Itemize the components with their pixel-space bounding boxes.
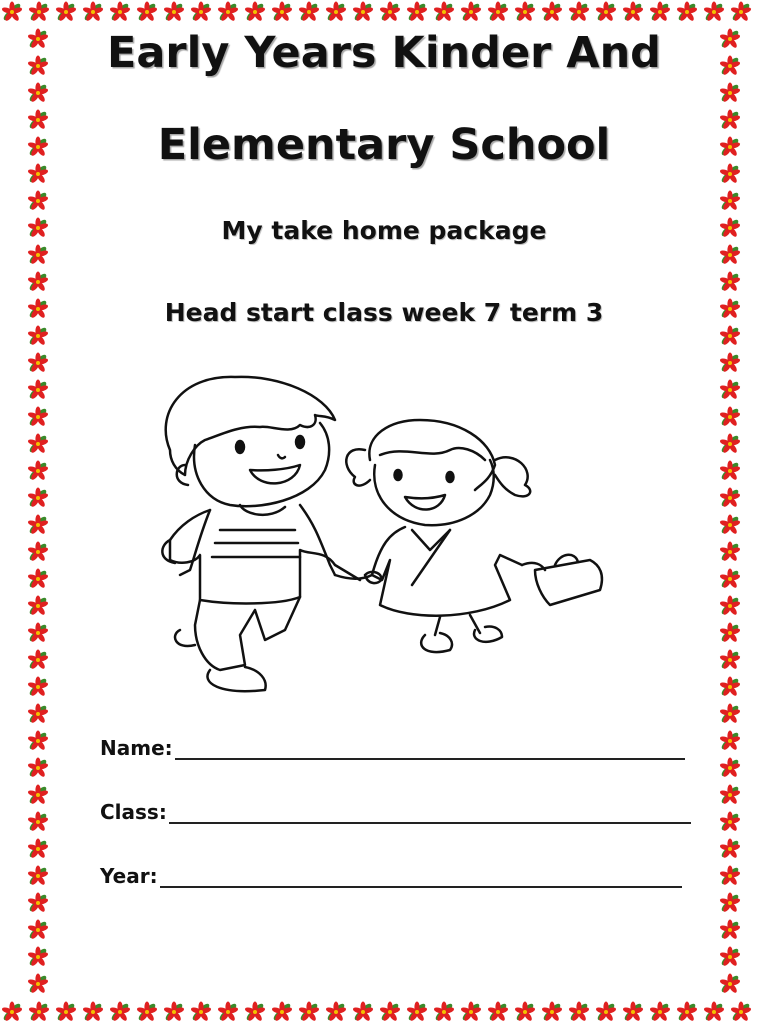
border-flower [622,2,644,23]
name-blank-line[interactable] [175,740,685,760]
border-flower [433,2,455,23]
border-flower [27,272,49,293]
border-flower [649,2,671,23]
border-flower [27,650,49,671]
border-flower [703,2,725,23]
border-flower [719,407,741,428]
year-blank-line[interactable] [160,868,682,888]
class-blank-line[interactable] [169,804,691,824]
border-flower [514,2,536,23]
border-flower [719,542,741,563]
boy-figure [162,377,372,691]
border-flower [719,461,741,482]
year-field[interactable] [100,864,682,888]
border-flower [27,839,49,860]
border-flower [719,731,741,752]
border-flower [27,920,49,941]
school-name-line2: Elementary School [157,120,611,170]
year-label: Year: [100,864,158,888]
border-flower [27,515,49,536]
border-flower [719,380,741,401]
border-flower [719,947,741,968]
border-flower [568,1002,590,1023]
border-flower [190,2,212,23]
border-flower [719,515,741,536]
border-flower [55,2,77,23]
border-flower [352,1002,374,1023]
border-flower [730,2,752,23]
border-flower [28,1002,50,1023]
name-label: Name: [100,736,173,760]
border-flower [136,2,158,23]
border-flower [27,326,49,347]
border-flower [28,2,50,23]
border-flower [595,2,617,23]
border-flower [676,1002,698,1023]
border-flower [719,569,741,590]
border-flower [27,812,49,833]
border-flower [719,650,741,671]
border-flower [82,2,104,23]
border-flower [719,920,741,941]
children-holding-hands-icon [150,365,620,710]
border-flower [27,893,49,914]
border-flower [244,2,266,23]
border-flower [27,407,49,428]
border-flower [719,974,741,995]
border-flower [27,866,49,887]
border-flower [27,353,49,374]
border-flower [719,704,741,725]
border-flower [217,2,239,23]
border-flower [27,947,49,968]
border-flower [244,1002,266,1023]
border-flower [719,866,741,887]
border-flower [719,758,741,779]
border-flower [595,1002,617,1023]
border-flower [541,1002,563,1023]
border-flower [406,2,428,23]
border-flower [27,380,49,401]
border-flower [27,488,49,509]
border-flower [27,677,49,698]
border-flower [27,461,49,482]
border-flower [719,488,741,509]
border-flower [406,1002,428,1023]
border-flower [719,353,741,374]
border-flower [487,2,509,23]
border-flower [27,623,49,644]
border-flower [352,2,374,23]
border-flower [719,785,741,806]
girl-figure [346,420,602,652]
border-flower [622,1002,644,1023]
border-flower [27,731,49,752]
border-flower [719,812,741,833]
border-flower [27,974,49,995]
class-label: Class: [100,800,167,824]
border-flower [379,2,401,23]
border-flower [27,434,49,455]
border-flower [27,191,49,212]
border-flower [719,83,741,104]
border-flower [27,83,49,104]
border-flower [719,326,741,347]
border-flower [730,1002,752,1023]
border-flower [719,623,741,644]
border-flower [27,758,49,779]
border-flower [541,2,563,23]
border-flower [325,1002,347,1023]
border-flower [109,2,131,23]
border-flower [190,1002,212,1023]
border-flower [109,1002,131,1023]
border-flower [271,1002,293,1023]
border-flower [136,1002,158,1023]
border-flower [27,542,49,563]
border-flower [55,1002,77,1023]
border-flower [514,1002,536,1023]
border-flower [82,1002,104,1023]
border-flower [719,839,741,860]
border-flower [719,596,741,617]
border-flower [217,1002,239,1023]
border-flower [27,785,49,806]
border-flower [298,2,320,23]
border-flower [487,1002,509,1023]
border-flower [719,677,741,698]
border-flower [271,2,293,23]
border-flower [719,893,741,914]
package-title: My take home package [221,216,547,245]
border-flower [27,704,49,725]
border-flower [163,2,185,23]
border-flower [649,1002,671,1023]
school-name-line1: Early Years Kinder And [107,28,661,78]
border-flower [27,245,49,266]
border-flower [1,1002,23,1023]
border-flower [298,1002,320,1023]
border-flower [676,2,698,23]
border-flower [27,596,49,617]
border-flower [703,1002,725,1023]
border-flower [460,2,482,23]
border-flower [568,2,590,23]
border-flower [433,1002,455,1023]
border-flower [379,1002,401,1023]
border-flower [27,569,49,590]
border-flower [719,434,741,455]
border-flower [1,2,23,23]
border-flower [460,1002,482,1023]
border-flower [163,1002,185,1023]
class-field[interactable] [100,800,691,824]
border-flower [719,272,741,293]
class-week-term: Head start class week 7 term 3 [164,298,604,327]
border-flower [719,191,741,212]
border-flower [325,2,347,23]
border-flower [719,245,741,266]
name-field[interactable] [100,736,685,760]
